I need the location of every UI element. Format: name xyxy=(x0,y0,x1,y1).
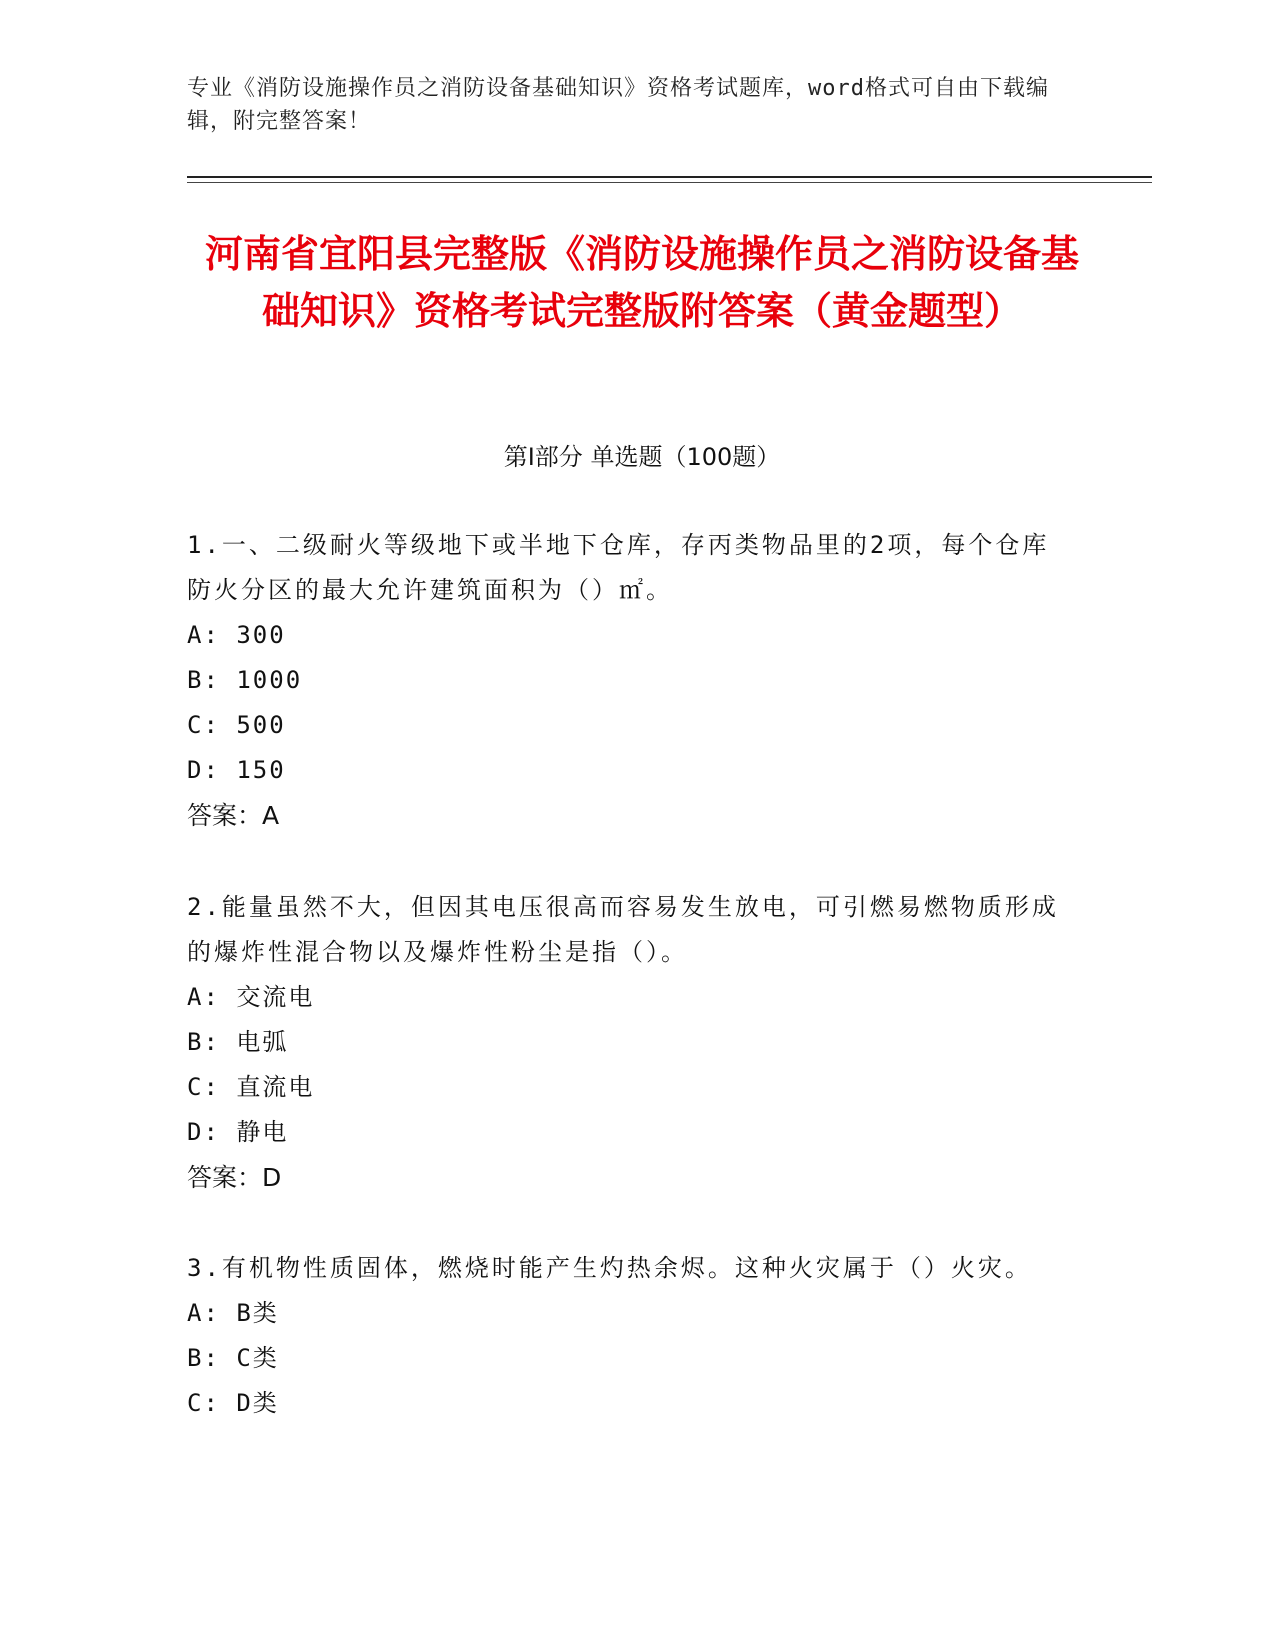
question-text: 1.一、二级耐火等级地下或半地下仓库，存丙类物品里的2项，每个仓库防火分区的最大允许建筑面积为（）㎡。 xyxy=(187,531,1050,604)
option-a: A: 交流电 xyxy=(187,983,315,1011)
question-1 xyxy=(187,523,1067,838)
document-title: 河南省宜阳县完整版《消防设施操作员之消防设备基础知识》资格考试完整版附答案（黄金题型） xyxy=(204,232,1079,333)
answer: 答案：D xyxy=(187,1163,282,1192)
question-text: 3.有机物性质固体，燃烧时能产生灼热余烬。这种火灾属于（）火灾。 xyxy=(187,1254,1032,1282)
question-text: 2.能量虽然不大，但因其电压很高而容易发生放电，可引燃易燃物质形成的爆炸性混合物以及爆炸性粉尘是指（）。 xyxy=(187,893,1059,966)
option-a: A: 300 xyxy=(187,621,286,649)
option-c: C: D类 xyxy=(187,1389,279,1417)
header-divider xyxy=(187,176,1152,178)
question-3 xyxy=(187,1246,1067,1426)
answer: 答案：A xyxy=(187,801,280,830)
section-heading: 第I部分 单选题（100题） xyxy=(503,443,781,471)
question-2 xyxy=(187,885,1067,1200)
option-c: C: 500 xyxy=(187,711,286,739)
option-b: B: 电弧 xyxy=(187,1028,289,1056)
option-a: A: B类 xyxy=(187,1299,279,1327)
option-d: D: 150 xyxy=(187,756,286,784)
header-note: 专业《消防设施操作员之消防设备基础知识》资格考试题库，word格式可自由下载编辑，附完整答案！ xyxy=(187,76,1049,134)
option-b: B: 1000 xyxy=(187,666,303,694)
option-d: D: 静电 xyxy=(187,1118,289,1146)
option-b: B: C类 xyxy=(187,1344,279,1372)
option-c: C: 直流电 xyxy=(187,1073,315,1101)
header-divider-thin xyxy=(187,182,1152,183)
